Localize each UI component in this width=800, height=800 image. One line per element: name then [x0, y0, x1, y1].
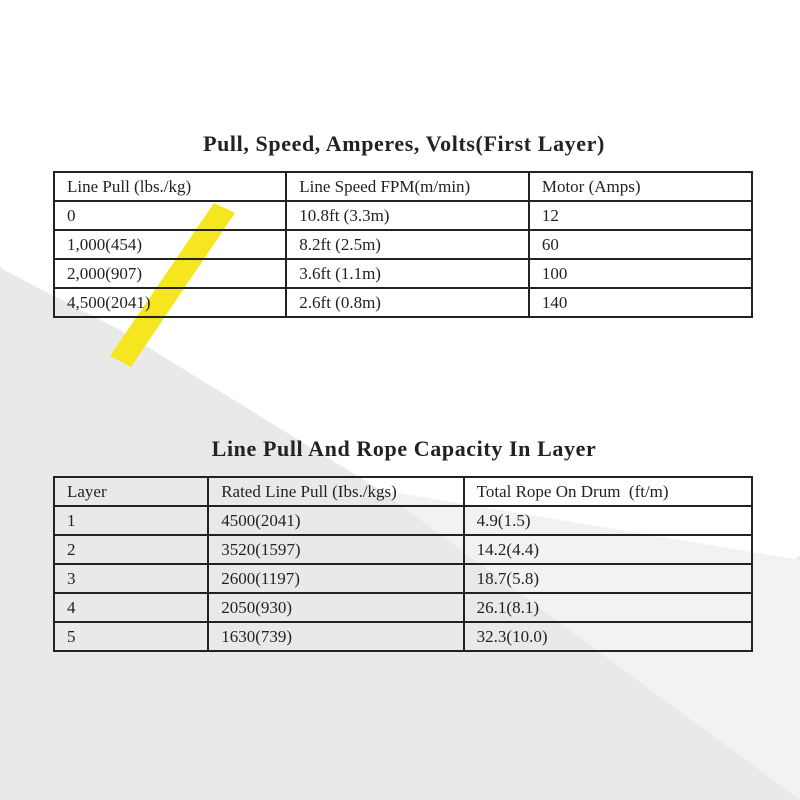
cell-line-speed: 2.6ft (0.8m) — [286, 288, 529, 317]
cell-rated-line-pull: 2600(1197) — [208, 564, 463, 593]
cell-line-pull: 4,500(2041) — [54, 288, 286, 317]
table-row — [54, 506, 752, 535]
cell-line-speed: 8.2ft (2.5m) — [286, 230, 529, 259]
cell-motor-amps: 140 — [529, 288, 752, 317]
header-line-speed: Line Speed FPM(m/min) — [286, 172, 529, 201]
cell-line-speed: 10.8ft (3.3m) — [286, 201, 529, 230]
cell-layer: 3 — [54, 564, 208, 593]
table-row — [54, 593, 752, 622]
table-row — [54, 259, 752, 288]
table-header-row — [54, 477, 752, 506]
cell-rated-line-pull: 2050(930) — [208, 593, 463, 622]
cell-total-rope: 4.9(1.5) — [464, 506, 752, 535]
table-row — [54, 288, 752, 317]
cell-total-rope: 26.1(8.1) — [464, 593, 752, 622]
cell-total-rope: 18.7(5.8) — [464, 564, 752, 593]
cell-rated-line-pull: 1630(739) — [208, 622, 463, 651]
table-row — [54, 535, 752, 564]
header-total-rope: Total Rope On Drum (ft/m) — [464, 477, 752, 506]
table-row — [54, 201, 752, 230]
table-row — [54, 622, 752, 651]
table-header-row — [54, 172, 752, 201]
cell-rated-line-pull: 3520(1597) — [208, 535, 463, 564]
table-row — [54, 564, 752, 593]
cell-motor-amps: 12 — [529, 201, 752, 230]
cell-line-pull: 2,000(907) — [54, 259, 286, 288]
pull-speed-table — [53, 171, 753, 318]
cell-layer: 5 — [54, 622, 208, 651]
header-line-pull: Line Pull (lbs./kg) — [54, 172, 286, 201]
rope-capacity-table — [53, 476, 753, 652]
cell-motor-amps: 100 — [529, 259, 752, 288]
rope-capacity-table-title: Line Pull And Rope Capacity In Layer — [211, 436, 597, 461]
pull-speed-table-title: Pull, Speed, Amperes, Volts(First Layer) — [203, 131, 605, 156]
cell-line-speed: 3.6ft (1.1m) — [286, 259, 529, 288]
cell-line-pull: 0 — [54, 201, 286, 230]
cell-layer: 2 — [54, 535, 208, 564]
header-layer: Layer — [54, 477, 208, 506]
cell-motor-amps: 60 — [529, 230, 752, 259]
header-rated-line-pull: Rated Line Pull (Ibs./kgs) — [208, 477, 463, 506]
cell-layer: 1 — [54, 506, 208, 535]
cell-rated-line-pull: 4500(2041) — [208, 506, 463, 535]
table-row — [54, 230, 752, 259]
cell-total-rope: 32.3(10.0) — [464, 622, 752, 651]
header-motor-amps: Motor (Amps) — [529, 172, 752, 201]
cell-layer: 4 — [54, 593, 208, 622]
cell-total-rope: 14.2(4.4) — [464, 535, 752, 564]
cell-line-pull: 1,000(454) — [54, 230, 286, 259]
